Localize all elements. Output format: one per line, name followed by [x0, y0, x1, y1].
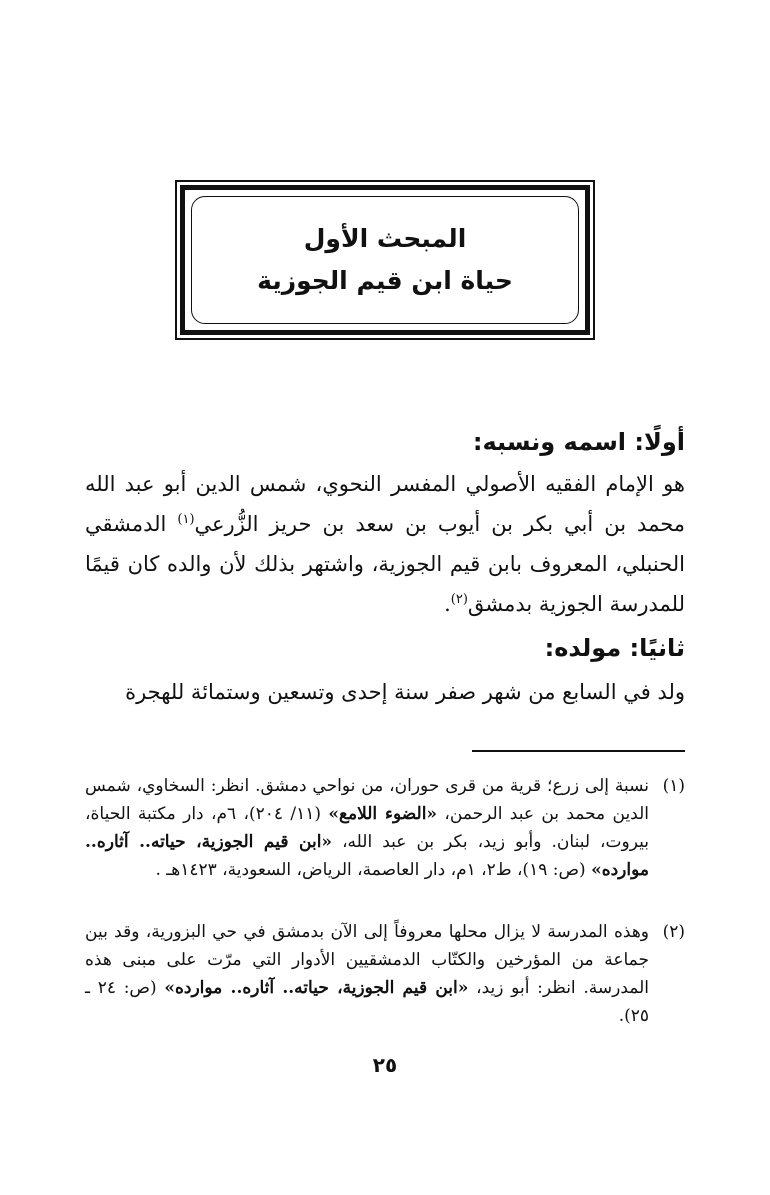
- footnote-text: وهذه المدرسة لا يزال محلها معروفاً إلى الآن بدمشق في حي البزورية، وقد بين جماعة من المؤرخين والكتّاب الدمشقيين الأدوار التي مرّت على مبنى هذه المدرسة. انظر: أبو زيد، «ابن قيم الجوزية، حياته.. آثاره.. موارده» (ص: ٢٤ ـ ٢٥).: [85, 922, 649, 1026]
- footnote-number: (٢): [662, 922, 685, 942]
- section1-paragraph: [85, 464, 685, 624]
- footnote-ref-1: (١): [177, 512, 195, 527]
- book-title: «الضوء اللامع»: [328, 804, 438, 824]
- section2-heading: ثانيًا: مولده:: [544, 634, 685, 662]
- book-title: «ابن قيم الجوزية، حياته.. آثاره.. موارده»: [85, 832, 649, 880]
- footnote-text: نسبة إلى زرع؛ قرية من قرى حوران، من نواحي دمشق. انظر: السخاوي، شمس الدين محمد بن عبد الرحمن، «الضوء اللامع» (١١/ ٢٠٤)، ٦م، دار مكتبة الحياة، بيروت، لبنان. وأبو زيد، بكر بن عبد الله، «ابن قيم الجوزية، حياته.. آثاره.. موارده» (ص: ١٩)، ط٢، ١م، دار العاصمة، الرياض، السعودية، ١٤٢٣هـ .: [85, 776, 650, 880]
- chapter-title: حياة ابن قيم الجوزية: [257, 266, 513, 295]
- section1-text-start: هو الإمام الفقيه الأصولي المفسر النحوي، شمس الدين أبو عبد الله محمد بن أبي بكر بن أيوب بن سعد بن حريز الزُّرعي: [85, 472, 686, 536]
- section1-heading: أولًا: اسمه ونسبه:: [472, 428, 685, 456]
- title-box-inner: [191, 196, 579, 324]
- section1-text-end: .: [444, 592, 451, 616]
- section2-paragraph: ولد في السابع من شهر صفر سنة إحدى وتسعين وستمائة للهجرة: [125, 680, 685, 704]
- footnote-1: [85, 772, 685, 884]
- book-title: «ابن قيم الجوزية، حياته.. آثاره.. موارده»: [164, 978, 469, 998]
- footnote-2: [85, 918, 685, 1030]
- title-box-thick-border: [180, 185, 590, 335]
- footnote-ref-2: (٢): [450, 592, 468, 607]
- chapter-title-box: [175, 180, 595, 340]
- section1-text-middle: الدمشقي الحنبلي، المعروف بابن قيم الجوزية، واشتهر بذلك لأن والده كان قيمًا للمدرسة الجوزية بدمشق: [85, 512, 685, 616]
- footnote-separator: [472, 750, 685, 752]
- page-number: ٢٥: [372, 1053, 398, 1077]
- footnote-number: (١): [662, 776, 685, 796]
- section-label: المبحث الأول: [303, 224, 467, 253]
